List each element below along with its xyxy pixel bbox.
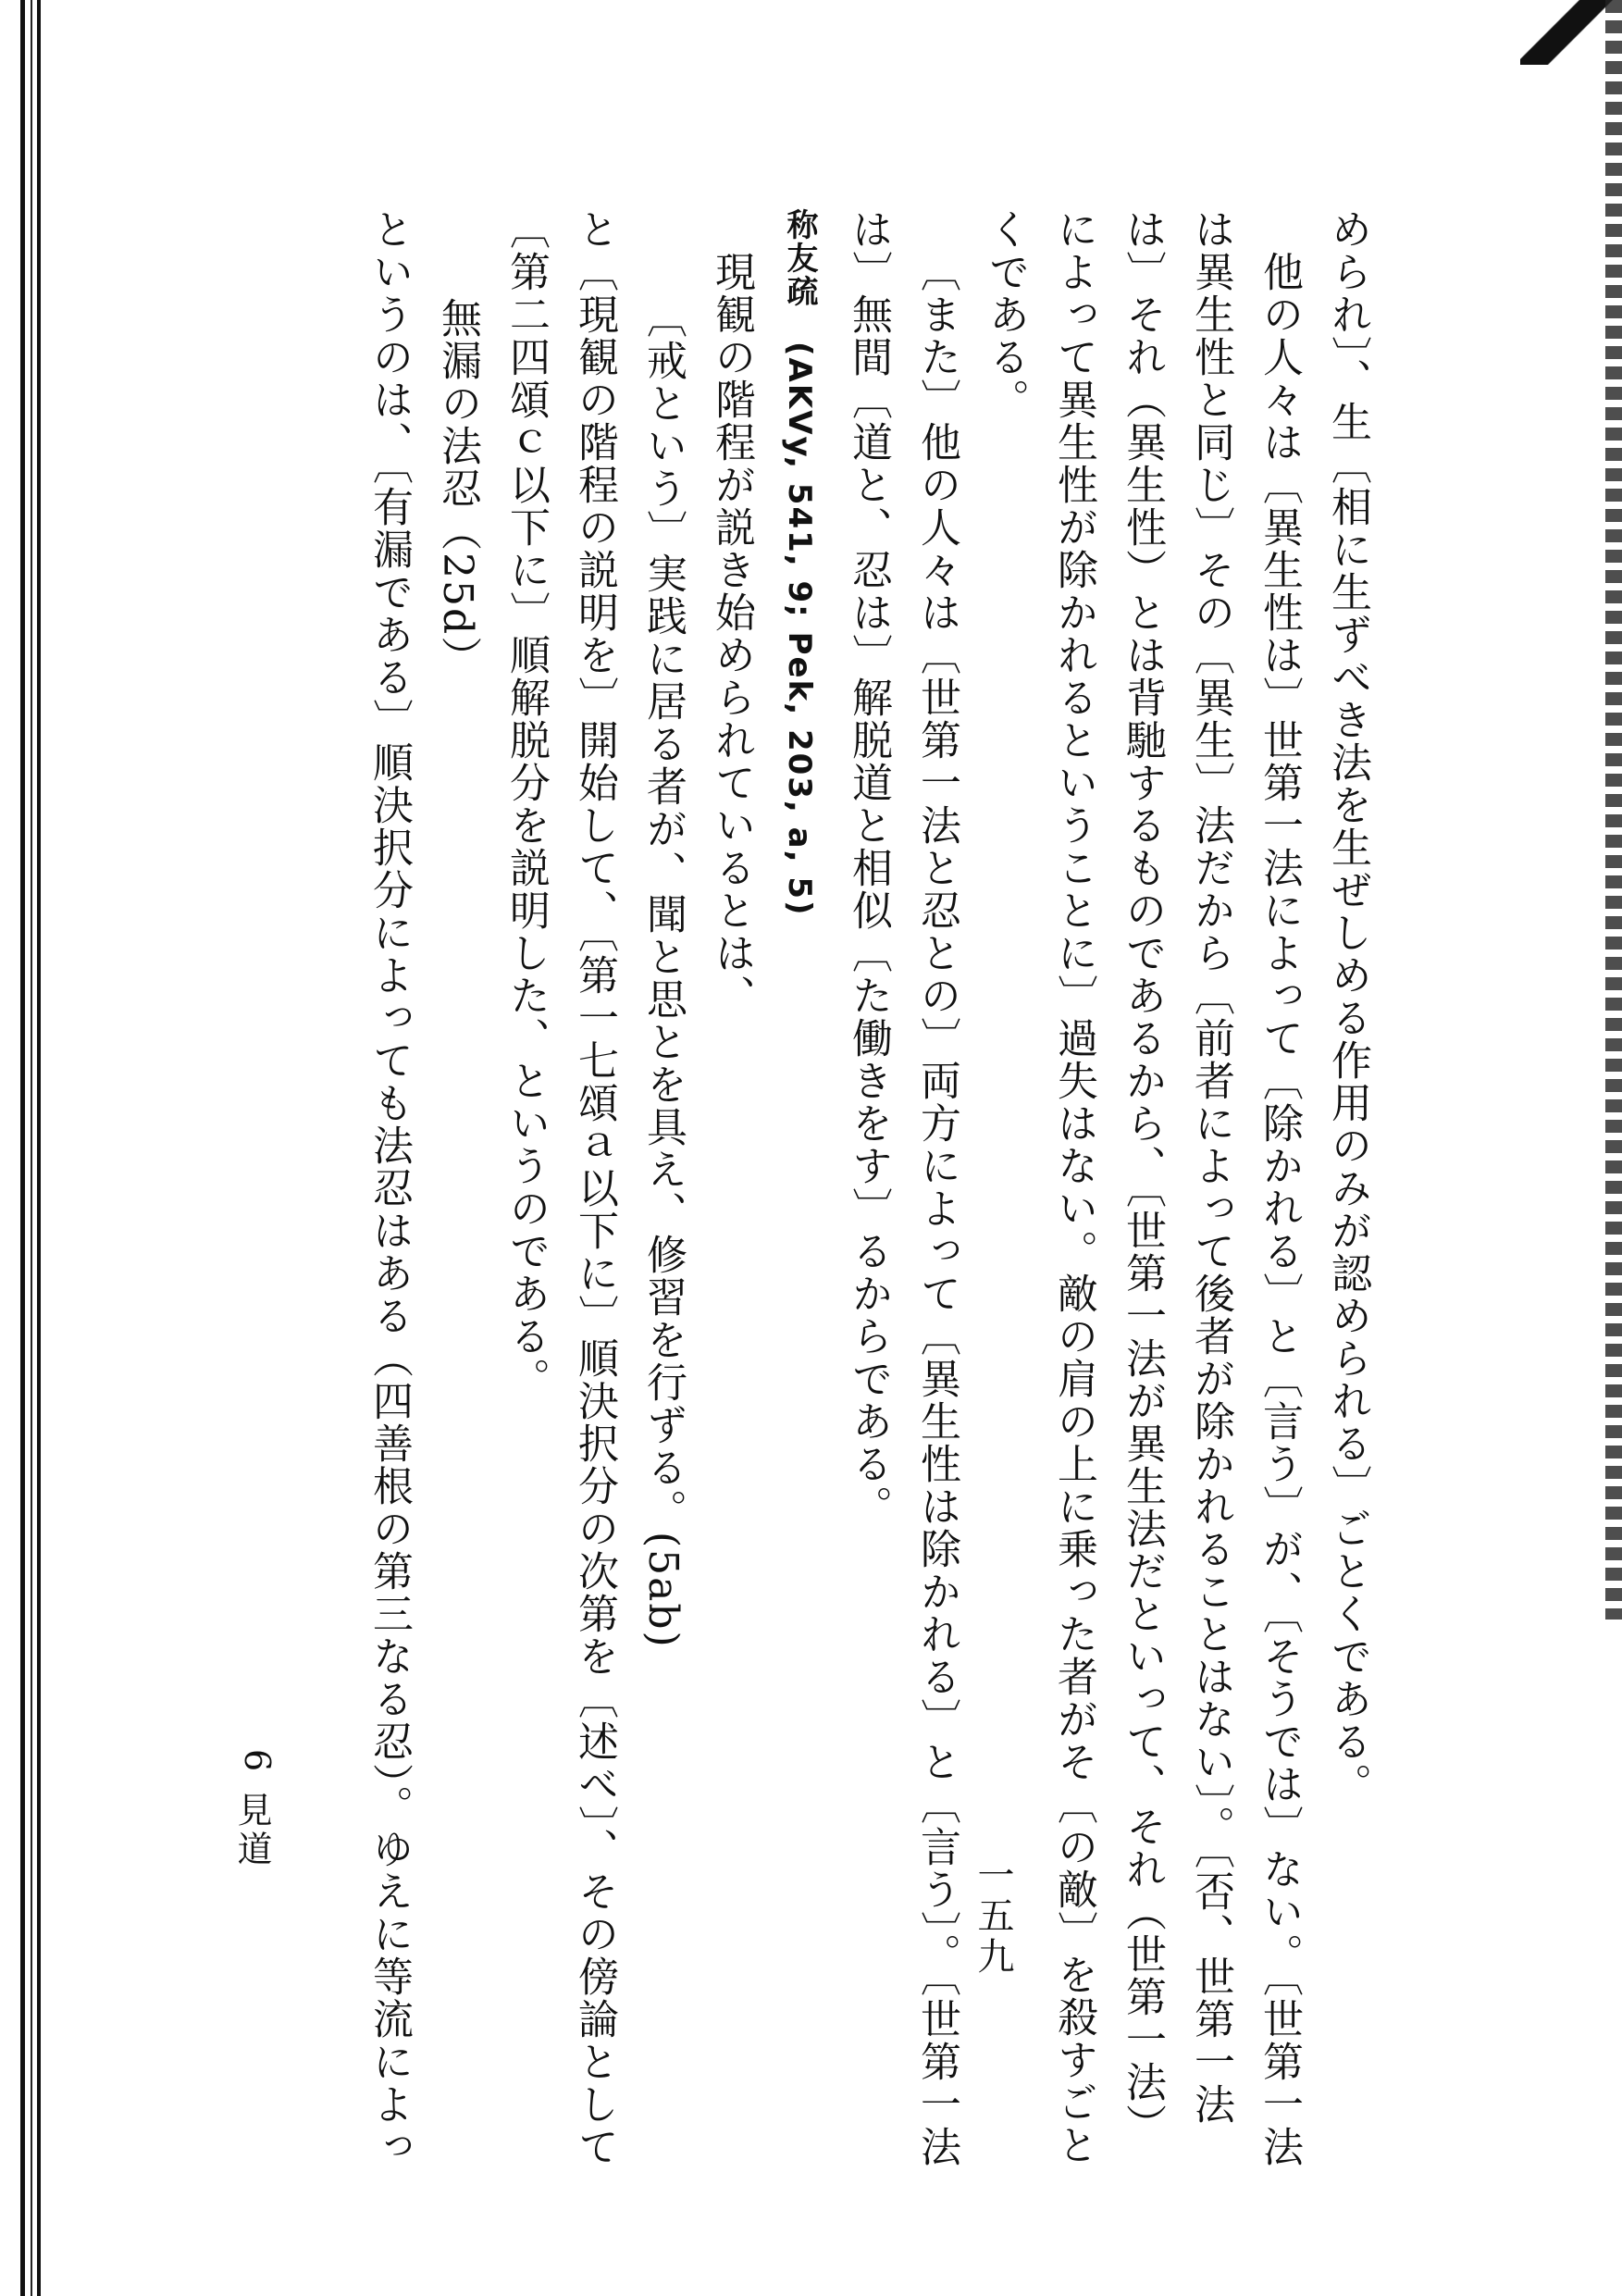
page-number: 一五九: [972, 1855, 1014, 1978]
running-head: [227, 1749, 278, 1869]
text-column: によって異生性が除かれるということに〕過失はない。敵の肩の上に乗った者がそ〔の敵〕を殺すごと: [1050, 208, 1097, 2166]
scan-right-edge: [1605, 0, 1622, 1620]
text-column: 〔また〕他の人々は〔世第一法と忍との〕両方によって〔異生性は除かれる〕と〔言う〕。〔世第一法: [913, 251, 960, 2168]
text-column: と〔現観の階程の説明を〕開始して、〔第一七頌ａ以下に〕順決択分の次第を〔述べ〕、その傍論として: [571, 208, 618, 2168]
chapter-title: 見道: [231, 1792, 272, 1870]
text-column: は〕それ（異生性）とは背馳するものであるから、〔世第一法が異生法だといって、それ（世第一法）: [1119, 208, 1166, 2146]
chapter-number: 6: [237, 1749, 278, 1776]
quoted-verse: 〔戒という〕実践に居る者が、聞と思とを具え、修習を行ずる。(5ab): [639, 297, 687, 1649]
text-column: というのは、〔有漏である〕順決択分によっても法忍はある（四善根の第三なる忍）。ゆえに等流によっ: [365, 208, 413, 2168]
text-column: くである。: [982, 208, 1029, 421]
quoted-verse: 無漏の法忍（25d）: [434, 297, 481, 679]
text-column: 現観の階程が説き始められているとは、: [708, 251, 755, 1017]
text-column: められ〕、生〔相に生ずべき法を生ぜしめる作用のみが認められる〕ごとくである。: [1324, 208, 1371, 1806]
vertical-text-block: [354, 208, 1381, 2168]
commentary-heading: 称友疏 (AKVy, 541, 9; Pek, 203, a, 5): [781, 208, 818, 917]
text-column: は〕無間〔道と、忍は〕解脱道と相似〔た働きをす〕るからである。: [845, 208, 892, 1528]
scan-binding-edge: [20, 0, 41, 2296]
text-column: は異生性と同じ〕その〔異生〕法だから〔前者によって後者が除かれることはない〕。〔否、世第一法: [1187, 208, 1234, 2126]
text-column: 〔第二四頌ｃ以下に〕順解脱分を説明した、というのである。: [502, 208, 550, 1400]
text-column: 他の人々は〔異生性は〕世第一法によって〔除かれる〕と〔言う〕が、〔そうでは〕ない。〔世第一法: [1256, 251, 1303, 2168]
